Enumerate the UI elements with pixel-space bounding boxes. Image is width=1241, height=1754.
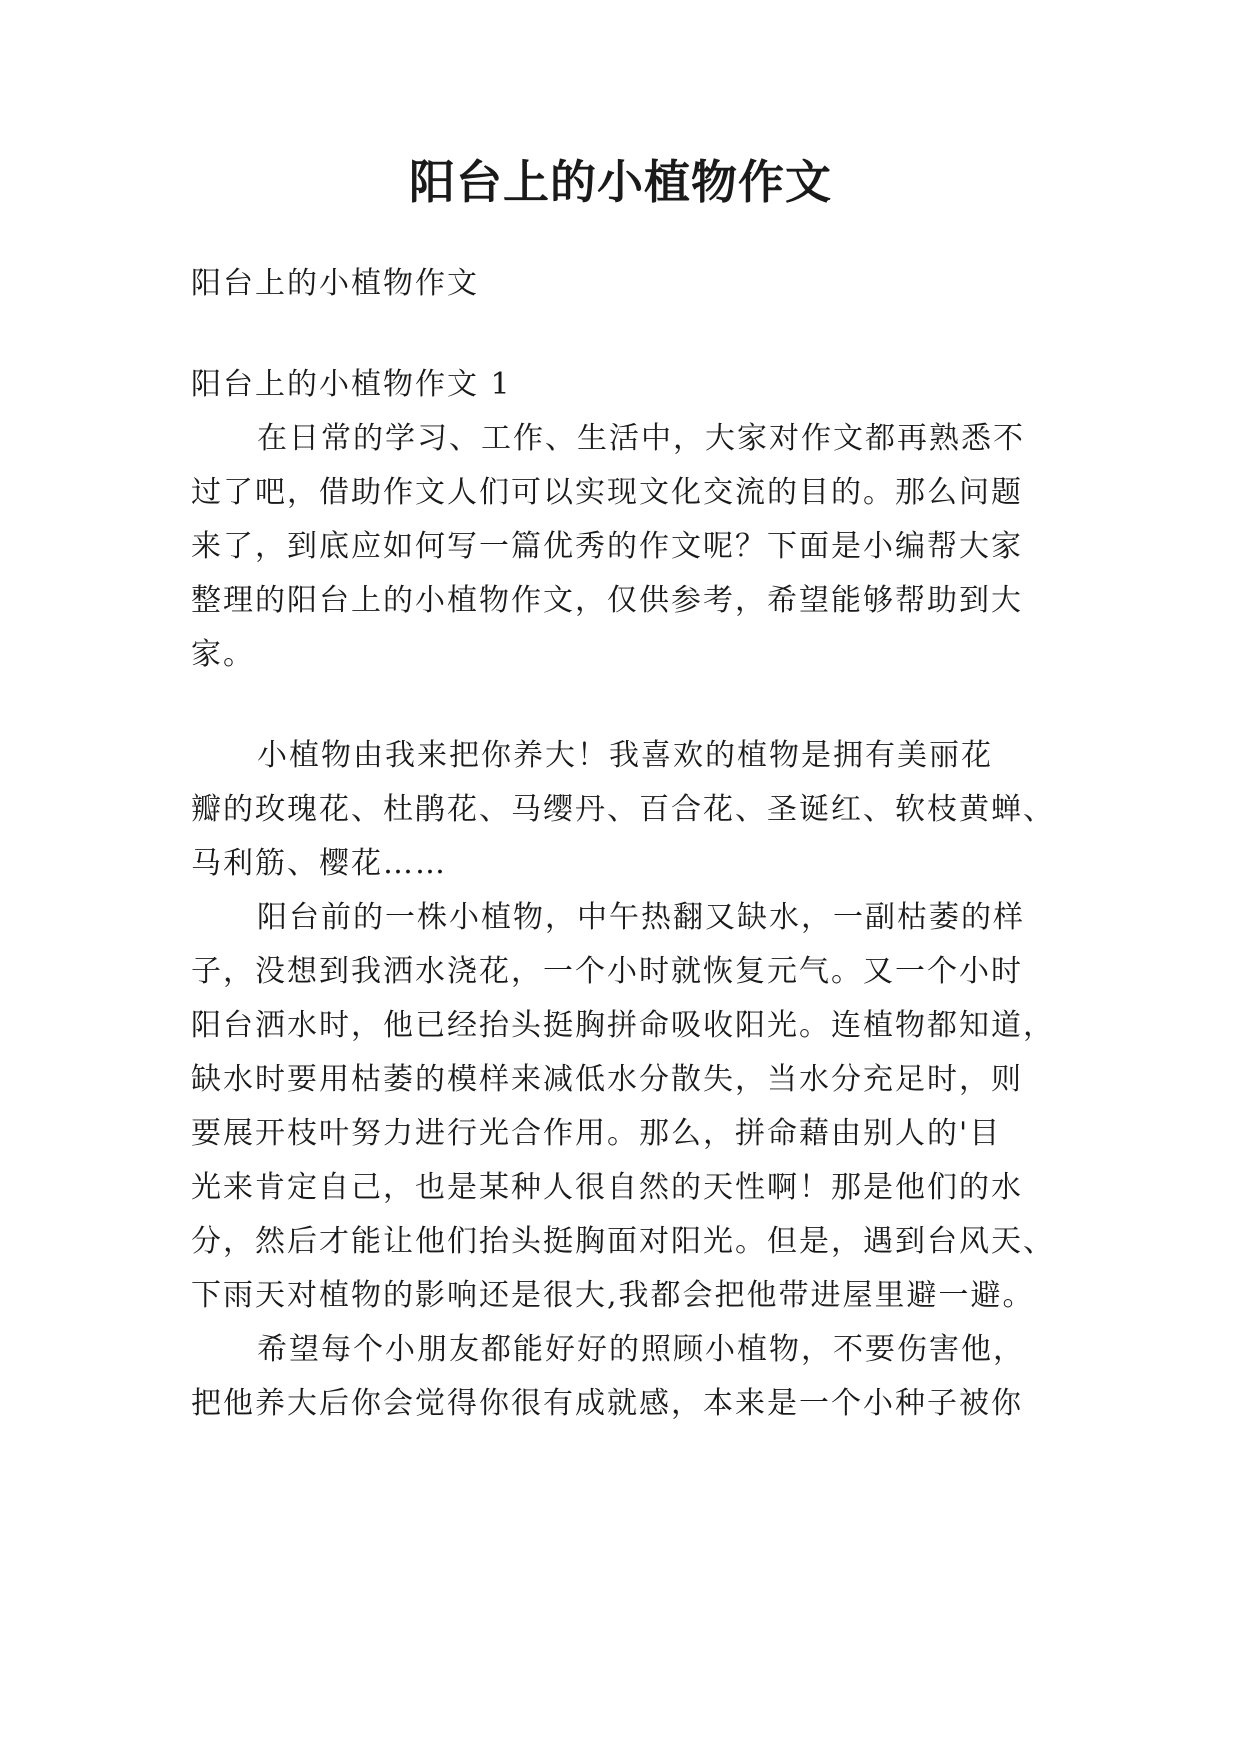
paragraph-line: 家。: [191, 637, 255, 672]
paragraph-line: 希望每个小朋友都能好好的照顾小植物，不要伤害他，: [257, 1332, 1025, 1367]
paragraph-line: 过了吧，借助作文人们可以实现文化交流的目的。那么问题: [191, 475, 1023, 510]
paragraph-line: 下雨天对植物的影响还是很大,我都会把他带进屋里避一避。: [191, 1278, 1035, 1313]
paragraph-line: 光来肯定自己，也是某种人很自然的天性啊！那是他们的水: [191, 1170, 1023, 1205]
document-subtitle: 阳台上的小植物作文: [191, 266, 479, 301]
paragraph-line: 子，没想到我洒水浇花，一个小时就恢复元气。又一个小时: [191, 954, 1023, 989]
paragraph-line: 缺水时要用枯萎的模样来减低水分散失，当水分充足时，则: [191, 1062, 1023, 1097]
paragraph-line: 瓣的玫瑰花、杜鹃花、马缨丹、百合花、圣诞红、软枝黄蝉、: [191, 792, 1055, 827]
paragraph-line: 马利筋、樱花……: [191, 846, 447, 881]
paragraph-line: 阳台前的一株小植物，中午热翻又缺水，一副枯萎的样: [257, 900, 1025, 935]
paragraph-line: 要展开枝叶努力进行光合作用。那么，拼命藉由别人的'目: [191, 1116, 1002, 1151]
paragraph-line: 分，然后才能让他们抬头挺胸面对阳光。但是，遇到台风天、: [191, 1224, 1055, 1259]
paragraph-line: 小植物由我来把你养大！我喜欢的植物是拥有美丽花: [257, 738, 993, 773]
paragraph-line: 在日常的学习、工作、生活中，大家对作文都再熟悉不: [257, 421, 1025, 456]
section-heading: 阳台上的小植物作文 1: [191, 367, 512, 402]
page-title: 阳台上的小植物作文: [409, 155, 832, 209]
paragraph-line: 来了，到底应如何写一篇优秀的作文呢？下面是小编帮大家: [191, 529, 1023, 564]
paragraph-line: 把他养大后你会觉得你很有成就感，本来是一个小种子被你: [191, 1386, 1023, 1421]
paragraph-line: 阳台洒水时，他已经抬头挺胸拼命吸收阳光。连植物都知道，: [191, 1008, 1055, 1043]
paragraph-line: 整理的阳台上的小植物作文，仅供参考，希望能够帮助到大: [191, 583, 1023, 618]
